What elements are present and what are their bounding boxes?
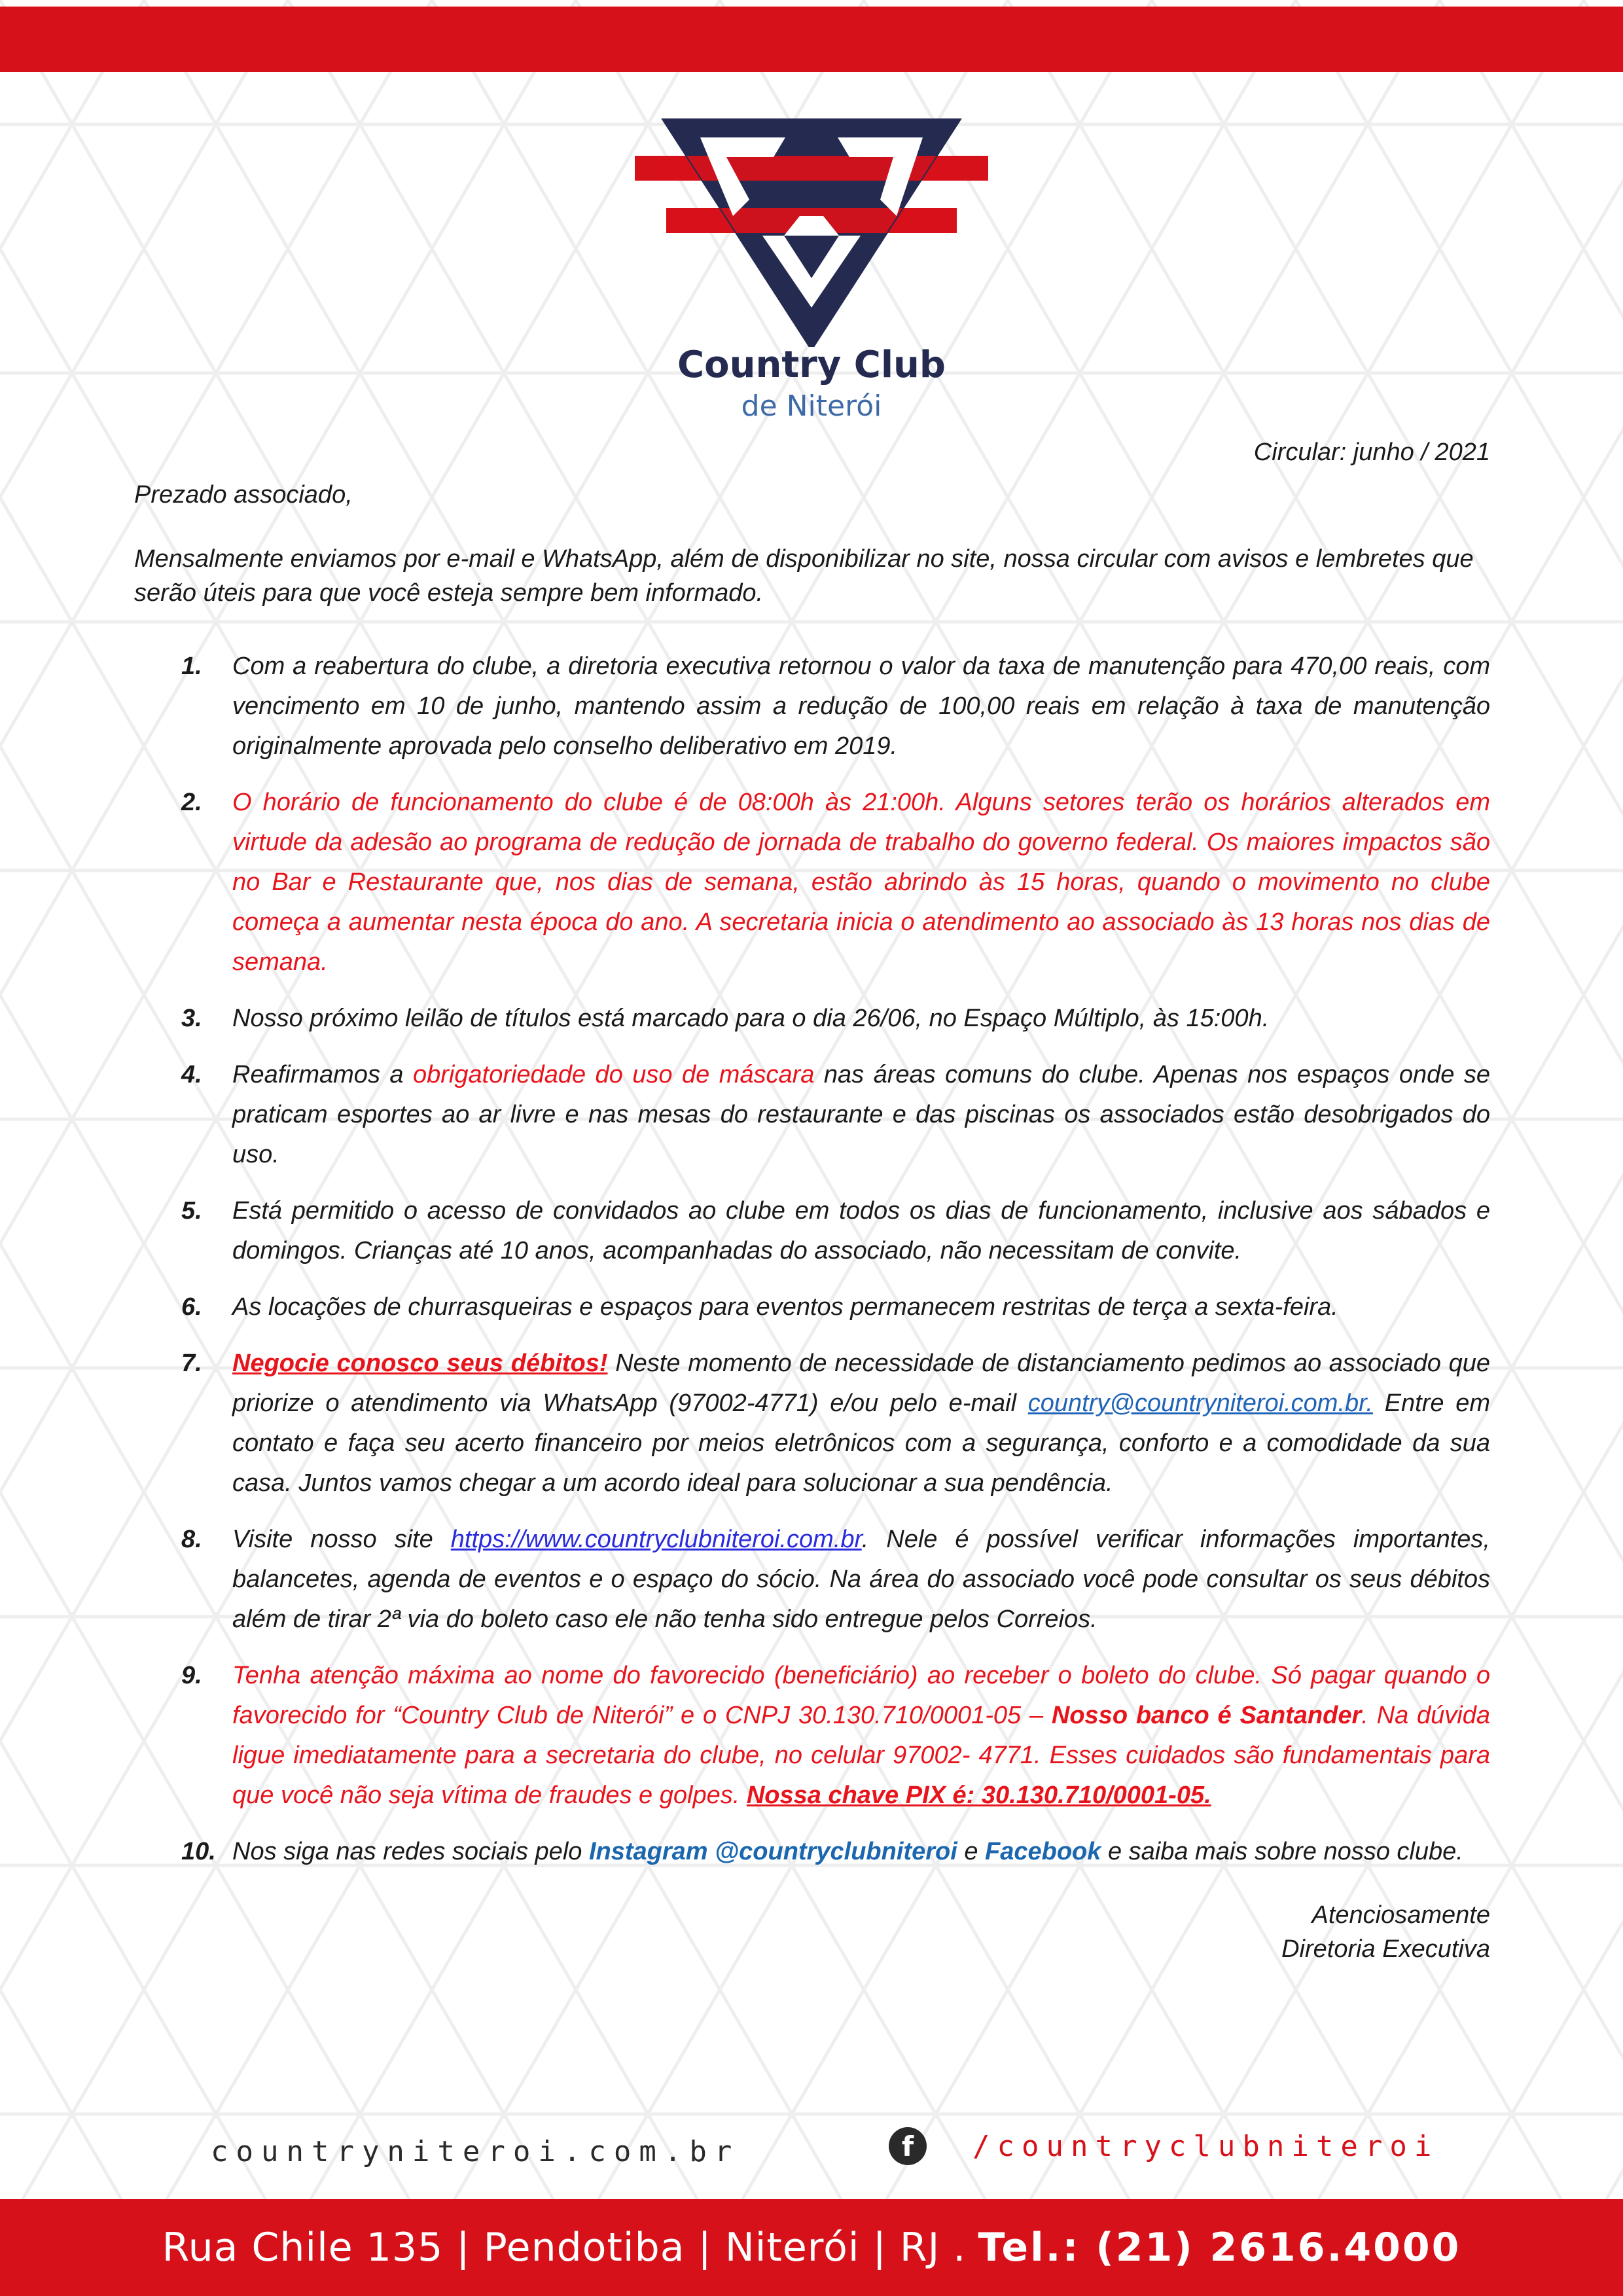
facebook-icon[interactable]: f <box>889 2127 927 2165</box>
club-logo <box>628 111 995 432</box>
item-number: 3. <box>181 1005 202 1032</box>
list-item <box>134 647 1490 766</box>
facebook-handle[interactable]: /countryclubniteroi <box>972 2129 1439 2163</box>
footer-address: Rua Chile 135 | Pendotiba | Niterói | RJ . <box>162 2225 967 2270</box>
signoff-closing: Atenciosamente <box>1311 1901 1490 1929</box>
list-item <box>134 1344 1490 1503</box>
signoff-signature: Diretoria Executiva <box>1281 1935 1490 1963</box>
item-text: As locações de churrasqueiras e espaços para eventos permanecem restritas de terça a sexta-feira. <box>232 1293 1338 1321</box>
item-number: 5. <box>181 1197 202 1225</box>
list-item <box>134 783 1490 982</box>
item-text: O horário de funcionamento do clube é de 08:00h às 21:00h. Alguns setores terão os horários alterados em virtude da adesão ao programa de redução de jornada de trabalho do governo federal. Os maiores impactos são no Bar e Restaurante que, nos dias de semana, estão abrindo às 15 horas, quando o movimento no clube começa a aumentar nesta época do ano. A secretaria inicia o atendimento ao associado às 13 horas nos dias de semana. <box>232 789 1490 976</box>
item-number: 8. <box>181 1526 202 1553</box>
letter-content <box>134 439 1490 1966</box>
list-item <box>134 1656 1490 1816</box>
item-number: 10. <box>181 1838 216 1865</box>
item-number: 7. <box>181 1350 202 1377</box>
mask-highlight: obrigatoriedade do uso de máscara <box>413 1061 815 1088</box>
item-number: 1. <box>181 653 202 680</box>
item-text-post: Entre em contato e faça seu acerto financeiro por meios eletrônicos com a segurança, conforto e a comodidade da sua casa. Juntos vamos chegar a um acordo ideal para solucionar a sua pendência. <box>232 1390 1490 1497</box>
facebook-link[interactable]: Facebook <box>985 1838 1101 1865</box>
item-text-post: nas áreas comuns do clube. Apenas nos espaços onde se praticam esportes ao ar livre e nas mesas do restaurante e das piscinas os associados estão desobrigados do uso. <box>232 1061 1490 1168</box>
footer-phone: Tel.: (21) 2616.4000 <box>978 2225 1461 2270</box>
bottom-red-bar <box>0 2199 1623 2296</box>
top-red-bar <box>0 7 1623 72</box>
item-text-pre: Reafirmamos a <box>232 1061 413 1088</box>
item-text-pre: Visite nosso site <box>232 1526 451 1553</box>
email-link[interactable]: country@countryniteroi.com.br. <box>1027 1390 1373 1417</box>
item-text-post: e saiba mais sobre nosso clube. <box>1101 1838 1463 1865</box>
item-text-post: . Nele é possível verificar informações importantes, balancetes, agenda de eventos e o espaço do sócio. Na área do associado você pode consultar os seus débitos além de tirar 2ª via do boleto caso ele não tenha sido entregue pelos Correios. <box>232 1526 1490 1633</box>
item-text: Com a reabertura do clube, a diretoria executiva retornou o valor da taxa de manutenção para 470,00 reais, com vencimento em 10 de junho, mantendo assim a redução de 100,00 reais em relação à taxa de manutenção originalmente aprovada pelo conselho deliberativo em 2019. <box>232 653 1490 760</box>
logo-emblem-icon <box>628 111 995 347</box>
intro-paragraph: Mensalmente enviamos por e-mail e WhatsApp, além de disponibilizar no site, nossa circular com avisos e lembretes que serão úteis para que você esteja sempre bem informado. <box>134 545 1474 607</box>
item-text-mid: e <box>957 1838 986 1865</box>
list-item <box>134 1832 1490 1872</box>
item-number: 2. <box>181 789 202 816</box>
list-item <box>134 1055 1490 1175</box>
website-link[interactable]: https://www.countryclubniteroi.com.br <box>450 1526 862 1553</box>
circular-date: Circular: junho / 2021 <box>1253 439 1490 466</box>
list-item <box>134 1520 1490 1640</box>
bank-highlight: Nosso banco é Santander <box>1051 1702 1362 1729</box>
item-number: 9. <box>181 1662 202 1689</box>
logo-name: Country Club <box>677 344 946 386</box>
list-item <box>134 999 1490 1039</box>
logo-subtitle: de Niterói <box>741 389 882 423</box>
list-item <box>134 1191 1490 1271</box>
debt-highlight: Negocie conosco seus débitos! <box>232 1350 608 1377</box>
item-text-mid: . Na dúvida ligue imediatamente para a secretaria do clube, no celular 97002- 4771. Esses cuidados são fundamentais para que você não seja vítima de fraudes e golpes. <box>232 1702 1491 1809</box>
signoff <box>134 1898 1490 1966</box>
pix-key: Nossa chave PIX é: 30.130.710/0001-05. <box>746 1782 1211 1809</box>
footer-social[interactable] <box>889 2127 1438 2165</box>
item-text-pre: Tenha atenção máxima ao nome do favorecido (beneficiário) ao receber o boleto do clube. Só pagar quando o favorecido for “Country Club de Niterói” e o CNPJ 30.130.710/0001-05 – <box>232 1662 1490 1729</box>
list-item <box>134 1287 1490 1327</box>
item-number: 6. <box>181 1293 202 1321</box>
item-text: Nosso próximo leilão de títulos está marcado para o dia 26/06, no Espaço Múltiplo, às 15:00h. <box>232 1005 1270 1032</box>
notice-list <box>134 647 1490 1872</box>
item-text-pre: Neste momento de necessidade de distanciamento pedimos ao associado que priorize o atendimento via WhatsApp (97002-4771) e/ou pelo e-mail <box>232 1350 1490 1417</box>
item-text-pre: Nos siga nas redes sociais pelo <box>232 1838 589 1865</box>
item-text: Está permitido o acesso de convidados ao clube em todos os dias de funcionamento, inclusive aos sábados e domingos. Crianças até 10 anos, acompanhadas do associado, não necessitam de convite. <box>232 1197 1490 1265</box>
item-number: 4. <box>181 1061 202 1088</box>
greeting: Prezado associado, <box>134 481 353 509</box>
footer-website[interactable]: countryniteroi.com.br <box>211 2135 740 2168</box>
instagram-link[interactable]: Instagram @countryclubniteroi <box>588 1838 957 1865</box>
